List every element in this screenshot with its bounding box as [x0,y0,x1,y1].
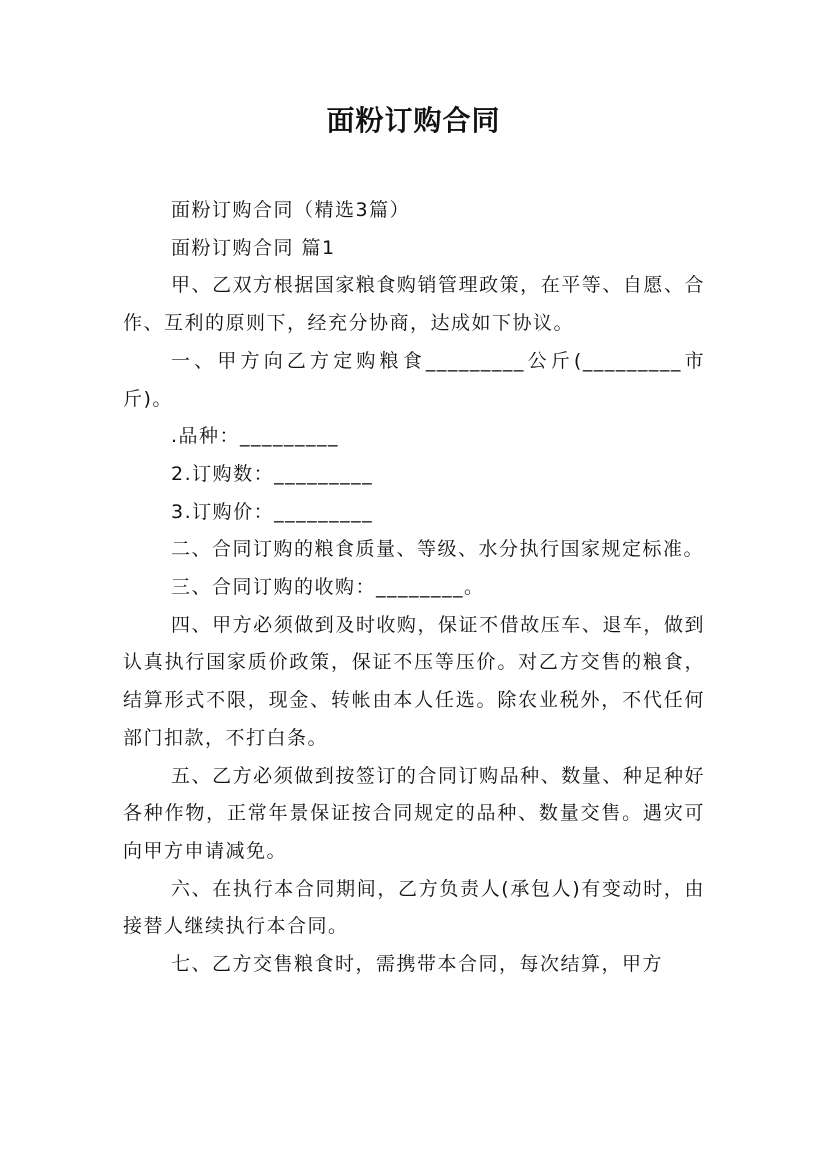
paragraph-clause-7: 七、乙方交售粮食时，需携带本合同，每次结算，甲方 [171,953,664,976]
paragraph-intro: 甲、乙双方根据国家粮食购销管理政策，在平等、自愿、合作、互利的原则下，经充分协商，达成如下协议。 [123,274,705,335]
document-title: 面粉订购合同 [326,104,501,137]
paragraph-item-price: 3.订购价：_________ [171,500,374,523]
paragraph-section-heading: 面粉订购合同 篇1 [171,236,336,259]
paragraph-clause-3: 三、合同订购的收购：________。 [171,576,485,599]
paragraph-clause-1: 一、甲方向乙方定购粮食_________公斤(_________市斤)。 [123,349,705,410]
paragraph-clause-5: 五、乙方必须做到按签订的合同订购品种、数量、种足种好各种作物，正常年景保证按合同规定的品种、数量交售。遇灾可向甲方申请减免。 [123,764,705,862]
paragraph-clause-4: 四、甲方必须做到及时收购，保证不借故压车、退车，做到认真执行国家质价政策，保证不压等压价。对乙方交售的粮食，结算形式不限，现金、转帐由本人任选。除农业税外，不代任何部门扣款，不打白条。 [123,613,705,749]
paragraph-item-quantity: 2.订购数：_________ [171,462,374,485]
paragraph-item-variety: .品种：_________ [171,425,340,448]
paragraph-subtitle: 面粉订购合同（精选3篇） [171,199,411,221]
paragraph-clause-6: 六、在执行本合同期间，乙方负责人(承包人)有变动时，由接替人继续执行本合同。 [123,877,705,938]
document-body [123,192,705,984]
paragraph-clause-2: 二、合同订购的粮食质量、等级、水分执行国家规定标准。 [171,538,705,561]
